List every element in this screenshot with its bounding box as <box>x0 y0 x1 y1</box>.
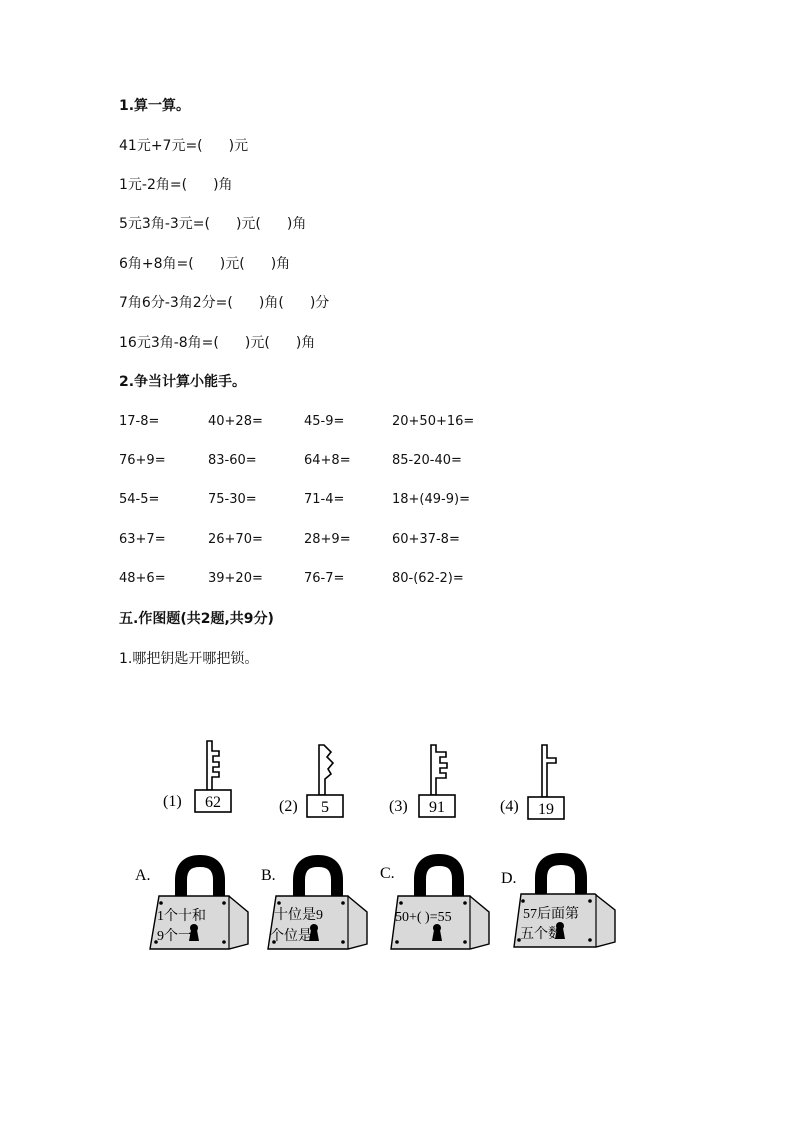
arith-cell: 63+7= <box>119 532 166 547</box>
money-problem-3: 5元3角-3元=( )元( )角 <box>119 216 307 232</box>
arith-cell: 80-(62-2)= <box>392 571 464 586</box>
lock-clue-line1: 50+( )=55 <box>395 910 452 925</box>
lock-b[interactable] <box>261 861 367 949</box>
key-value: 91 <box>429 799 445 816</box>
lock-clue-line2: 五个数 <box>520 927 562 942</box>
shackle-icon <box>420 860 458 896</box>
lock-clue-line1: 57后面第 <box>523 907 579 922</box>
arith-cell: 28+9= <box>304 532 351 547</box>
key-shaft-icon <box>431 745 447 795</box>
lock-a[interactable] <box>135 861 248 949</box>
lock-d[interactable] <box>501 859 615 947</box>
shackle-icon <box>541 859 581 894</box>
key-value: 19 <box>538 801 554 818</box>
key-value: 5 <box>321 799 329 816</box>
arith-cell: 83-60= <box>208 453 257 468</box>
key-value: 62 <box>205 794 221 811</box>
lock-clue-line2: 9个一 <box>157 929 192 944</box>
money-problem-6: 16元3角-8角=( )元( )角 <box>119 335 316 351</box>
arith-cell: 76-7= <box>304 571 345 586</box>
lock-label: D. <box>501 870 517 887</box>
lock-label: C. <box>380 865 395 882</box>
lock-label: B. <box>261 867 276 884</box>
money-problem-2: 1元-2角=( )角 <box>119 177 233 193</box>
key-label: (4) <box>500 798 519 815</box>
lock-label: A. <box>135 867 151 884</box>
arith-cell: 26+70= <box>208 532 263 547</box>
money-problem-4: 6角+8角=( )元( )角 <box>119 256 291 272</box>
arith-cell: 20+50+16= <box>392 414 475 429</box>
arith-cell: 40+28= <box>208 414 263 429</box>
key-1[interactable] <box>163 741 231 812</box>
key-2[interactable] <box>279 745 343 817</box>
key-label: (2) <box>279 798 298 815</box>
arith-cell: 39+20= <box>208 571 263 586</box>
arith-cell: 76+9= <box>119 453 166 468</box>
arith-cell: 60+37-8= <box>392 532 460 547</box>
key-shaft-icon <box>319 745 333 795</box>
section5-title: 五.作图题(共2题,共9分) <box>119 611 274 627</box>
arith-cell: 71-4= <box>304 492 345 507</box>
key-shaft-icon <box>542 745 556 797</box>
lock-c[interactable] <box>380 860 489 949</box>
section2-title: 2.争当计算小能手。 <box>119 374 247 390</box>
lock-clue-line1: 十位是9 <box>274 908 323 923</box>
arith-cell: 75-30= <box>208 492 257 507</box>
arith-cell: 17-8= <box>119 414 160 429</box>
money-problem-5: 7角6分-3角2分=( )角( )分 <box>119 295 330 311</box>
lock-clue-line2: 个位是1 <box>270 929 319 944</box>
section1-title: 1.算一算。 <box>119 98 191 114</box>
section5-question-1: 1.哪把钥匙开哪把锁。 <box>119 651 259 667</box>
keys-and-locks-figure <box>0 700 794 970</box>
shackle-icon <box>181 861 219 896</box>
lock-clue-line1: 1个十和 <box>157 909 206 924</box>
arith-cell: 85-20-40= <box>392 453 462 468</box>
money-problem-1: 41元+7元=( )元 <box>119 138 249 154</box>
arith-cell: 64+8= <box>304 453 351 468</box>
arith-cell: 48+6= <box>119 571 166 586</box>
key-4[interactable] <box>500 745 564 819</box>
shackle-icon <box>299 861 337 896</box>
key-label: (1) <box>163 793 182 810</box>
key-3[interactable] <box>389 745 455 817</box>
arith-cell: 54-5= <box>119 492 160 507</box>
key-shaft-icon <box>207 741 219 790</box>
key-label: (3) <box>389 798 408 815</box>
arith-cell: 45-9= <box>304 414 345 429</box>
arith-cell: 18+(49-9)= <box>392 492 470 507</box>
